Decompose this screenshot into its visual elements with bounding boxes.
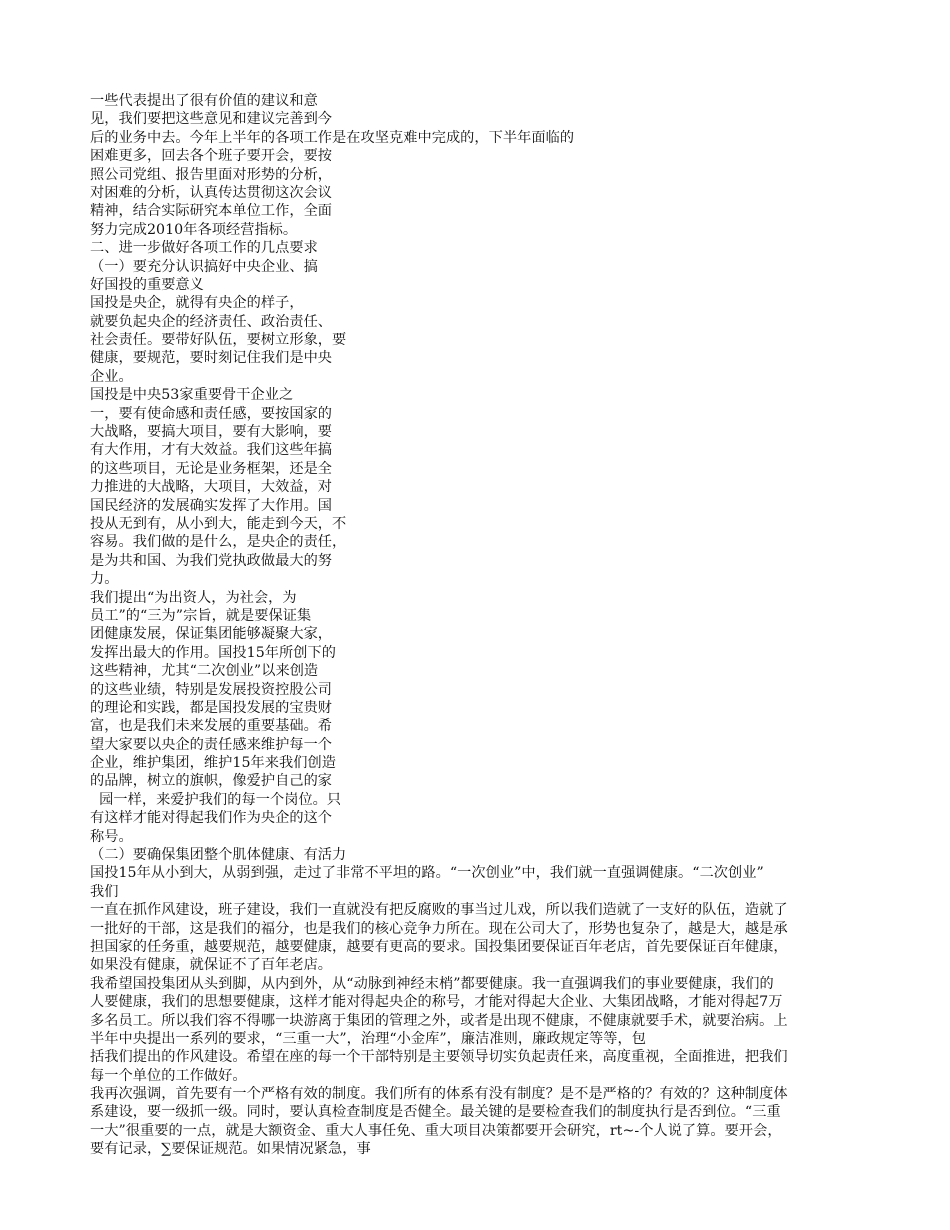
text-line: 是为共和国、为我们党执政做最大的努 bbox=[90, 552, 333, 569]
text-line: 望大家要以央企的责任感来维护每一个 bbox=[90, 736, 333, 753]
text-line: 就要负起央企的经济责任、政治责任、 bbox=[90, 313, 333, 330]
text-line: 我希望国投集团从头到脚，从内到外，从“动脉到神经末梢”都要健康。我一直强调我们的事业要健康，我们的 bbox=[90, 975, 774, 992]
text-line: 系建设，要一级抓一级。同时，要认真检查制度是否健全。最关键的是要检查我们的制度执行是否到位。“三重 bbox=[90, 1104, 781, 1121]
text-line: 国民经济的发展确实发挥了大作用。国 bbox=[90, 497, 333, 514]
text-line: 的这些项目，无论是业务框架，还是全 bbox=[90, 460, 333, 477]
text-line: 容易。我们做的是什么，是央企的责任， bbox=[90, 534, 347, 551]
text-line: 我再次强调，首先要有一个严格有效的制度。我们所有的体系有没有制度？是不是严格的？有效的？这种制度体 bbox=[90, 1086, 788, 1103]
text-line: 园一样，来爱护我们的每一个岗位。只 bbox=[90, 791, 342, 808]
text-line: 后的业务中去。今年上半年的各项工作是在攻坚克难中完成的，下半年面临的 bbox=[90, 129, 575, 146]
text-line: 企业，维护集团，维护15年来我们创造 bbox=[90, 755, 336, 772]
text-line: 担国家的任务重，越要规范，越要健康，越要有更高的要求。国投集团要保证百年老店，首先要保证百年健康， bbox=[90, 938, 788, 955]
text-line: 多名员工。所以我们容不得哪一块游离于集团的管理之外，或者是出现不健康，不健康就要手术，就要治病。上 bbox=[90, 1012, 788, 1029]
text-line: 员工”的“三为”宗旨，就是要保证集 bbox=[90, 607, 312, 624]
text-line: 我们 bbox=[90, 883, 119, 900]
text-line: 健康，要规范，要时刻记住我们是中央 bbox=[90, 350, 333, 367]
text-line: 一些代表提出了很有价值的建议和意 bbox=[90, 93, 318, 109]
text-line: 要有记录，∑要保证规范。如果情况紧急，事 bbox=[90, 1141, 371, 1158]
text-line: 一，要有使命感和责任感，要按国家的 bbox=[90, 405, 333, 422]
text-line: （一）要充分认识搞好中央企业、搞 bbox=[90, 258, 318, 275]
text-line: 精神，结合实际研究本单位工作，全面 bbox=[90, 203, 333, 220]
text-line: 照公司党组、报告里面对形势的分析， bbox=[90, 166, 333, 183]
text-line: 一直在抓作风建设，班子建设，我们一直就没有把反腐败的事当过儿戏，所以我们造就了一支好的队伍，造就了 bbox=[90, 902, 788, 919]
text-line: 大战略，要搞大项目，要有大影响，要 bbox=[90, 424, 333, 441]
text-line: 的品牌，树立的旗帜，像爱护自己的家 bbox=[90, 773, 333, 790]
text-line: （二）要确保集团整个肌体健康、有活力 bbox=[90, 847, 347, 864]
text-line: 企业。 bbox=[90, 368, 133, 385]
text-line: 一大”很重要的一点，就是大额资金、重大人事任免、重大项目决策都要开会研究，rt~-个人说了算。要开会， bbox=[90, 1122, 782, 1139]
text-line: 好国投的重要意义 bbox=[90, 276, 204, 293]
text-line: 团健康发展，保证集团能够凝聚大家， bbox=[90, 626, 333, 643]
text-line: 社会责任。要带好队伍，要树立形象，要 bbox=[90, 332, 347, 349]
text-line: 每一个单位的工作做好。 bbox=[90, 1067, 247, 1084]
text-line: 二、进一步做好各项工作的几点要求 bbox=[90, 240, 318, 257]
text-line: 努力完成2010年各项经营指标。 bbox=[90, 221, 298, 238]
text-line: 括我们提出的作风建设。希望在座的每一个干部特别是主要领导切实负起责任来，高度重视，全面推进，把我们 bbox=[90, 1049, 788, 1066]
text-line: 国投是中央53家重要骨干企业之 bbox=[90, 387, 294, 404]
text-line: 力。 bbox=[90, 571, 119, 588]
text-line: 如果没有健康，就保证不了百年老店。 bbox=[90, 957, 333, 974]
text-line: 国投是央企，就得有央企的样子， bbox=[90, 295, 304, 312]
text-line: 发挥出最大的作用。国投15年所创下的 bbox=[90, 644, 336, 661]
text-line: 的理论和实践，都是国投发展的宝贵财 bbox=[90, 699, 333, 716]
text-line: 人要健康，我们的思想要健康，这样才能对得起央企的称号，才能对得起大企业、大集团战略，才能对得起7万 bbox=[90, 994, 783, 1011]
text-line: 称号。 bbox=[90, 828, 133, 845]
text-line: 半年中央提出一系列的要求，“三重一大”，治理“小金库”，廉洁准则，廉政规定等等，包 bbox=[90, 1030, 647, 1047]
text-line: 这些精神，尤其“二次创业”以来创造 bbox=[90, 663, 319, 680]
text-line: 一批好的干部，这是我们的福分，也是我们的核心竞争力所在。现在公司大了，形势也复杂了，越是大，越是承 bbox=[90, 920, 788, 937]
text-line: 对困难的分析，认真传达贯彻这次会议 bbox=[90, 184, 333, 201]
text-line: 有这样才能对得起我们作为央企的这个 bbox=[90, 810, 333, 827]
text-line: 国投15年从小到大，从弱到强，走过了非常不平坦的路。“一次创业”中，我们就一直强调健康。“二次创业” bbox=[90, 865, 764, 882]
text-line: 力推进的大战略，大项目，大效益，对 bbox=[90, 479, 333, 496]
text-line: 的这些业绩，特别是发展投资控股公司 bbox=[90, 681, 333, 698]
text-line: 我们提出“为出资人，为社会，为 bbox=[90, 589, 297, 606]
text-line: 富，也是我们未来发展的重要基础。希 bbox=[90, 718, 333, 735]
text-line: 投从无到有，从小到大，能走到今天，不 bbox=[90, 515, 347, 532]
text-line: 见，我们要把这些意见和建议完善到今 bbox=[90, 111, 333, 128]
text-line: 困难更多，回去各个班子要开会，要按 bbox=[90, 148, 333, 165]
document-body bbox=[90, 92, 858, 1159]
text-line: 有大作用，才有大效益。我们这些年搞 bbox=[90, 442, 333, 459]
